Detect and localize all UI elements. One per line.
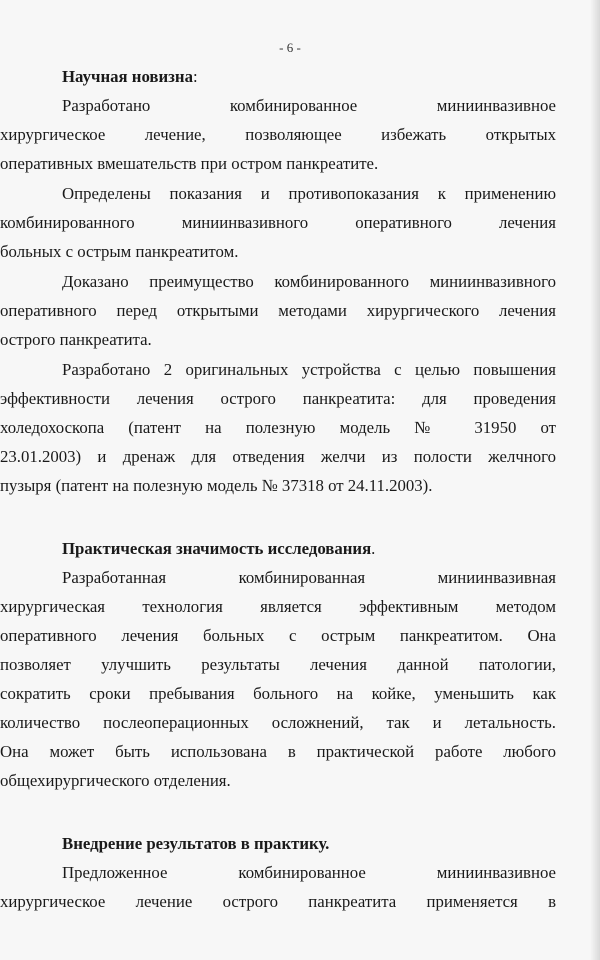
section-heading xyxy=(62,534,556,563)
section-scientific-novelty xyxy=(0,62,556,500)
section-practical-significance xyxy=(0,534,556,795)
heading-suffix: . xyxy=(371,539,376,558)
text-line: комбинированного миниинвазивного оперативного лечения xyxy=(0,213,556,232)
text-line: позволяет улучшить результаты лечения данной патологии, xyxy=(0,655,556,674)
text-line: общехирургического отделения. xyxy=(0,771,231,790)
text-line: пузыря (патент на полезную модель № 37318 от 24.11.2003). xyxy=(0,476,433,495)
text-line: острого панкреатита. xyxy=(0,330,152,349)
heading-text: Практическая значимость исследования xyxy=(62,539,372,558)
paragraph xyxy=(0,179,556,266)
paragraph xyxy=(0,858,556,916)
text-line: 23.01.2003) и дренаж для отведения желчи из полости желчного xyxy=(0,447,556,466)
text-line: Разработано комбинированное миниинвазивное xyxy=(62,96,556,115)
section-implementation xyxy=(0,829,556,916)
text-line: Предложенное комбинированное миниинвазивное xyxy=(62,863,556,882)
text-line: хирургическое лечение острого панкреатита применяется в xyxy=(0,892,556,911)
text-line: сократить сроки пребывания больного на койке, уменьшить как xyxy=(0,684,556,703)
text-line: эффективности лечения острого панкреатита: для проведения xyxy=(0,389,556,408)
text-line: оперативного перед открытыми методами хирургического лечения xyxy=(0,301,556,320)
text-line: оперативного лечения больных с острым панкреатитом. Она xyxy=(0,626,556,645)
text-line: Разработанная комбинированная миниинвазивная xyxy=(62,568,556,587)
text-line: Доказано преимущество комбинированного миниинвазивного xyxy=(62,272,556,291)
heading-text: Внедрение результатов в практику. xyxy=(62,834,330,853)
page-number: - 6 - xyxy=(279,40,301,55)
section-heading xyxy=(62,829,556,858)
text-line: холедохоскопа (патент на полезную модель № 31950 от xyxy=(0,418,556,437)
text-line: количество послеоперационных осложнений, так и летальность. xyxy=(0,713,556,732)
text-line: Она может быть использована в практической работе любого xyxy=(0,742,556,761)
page-content xyxy=(0,62,556,916)
section-heading xyxy=(62,62,556,91)
text-line: оперативных вмешательств при остром панкреатите. xyxy=(0,154,379,173)
text-line: Определены показания и противопоказания к применению xyxy=(62,184,556,203)
heading-text: Научная новизна xyxy=(62,67,193,86)
paragraph xyxy=(0,355,556,500)
text-line: хирургическое лечение, позволяющее избежать открытых xyxy=(0,125,556,144)
paragraph xyxy=(0,267,556,354)
text-line: хирургическая технология является эффективным методом xyxy=(0,597,556,616)
text-line: больных с острым панкреатитом. xyxy=(0,242,239,261)
paragraph xyxy=(0,91,556,178)
heading-suffix: : xyxy=(192,67,198,86)
page-edge-shadow xyxy=(590,0,600,960)
text-line: Разработано 2 оригинальных устройства с целью повышения xyxy=(62,360,556,379)
paragraph xyxy=(0,563,556,795)
